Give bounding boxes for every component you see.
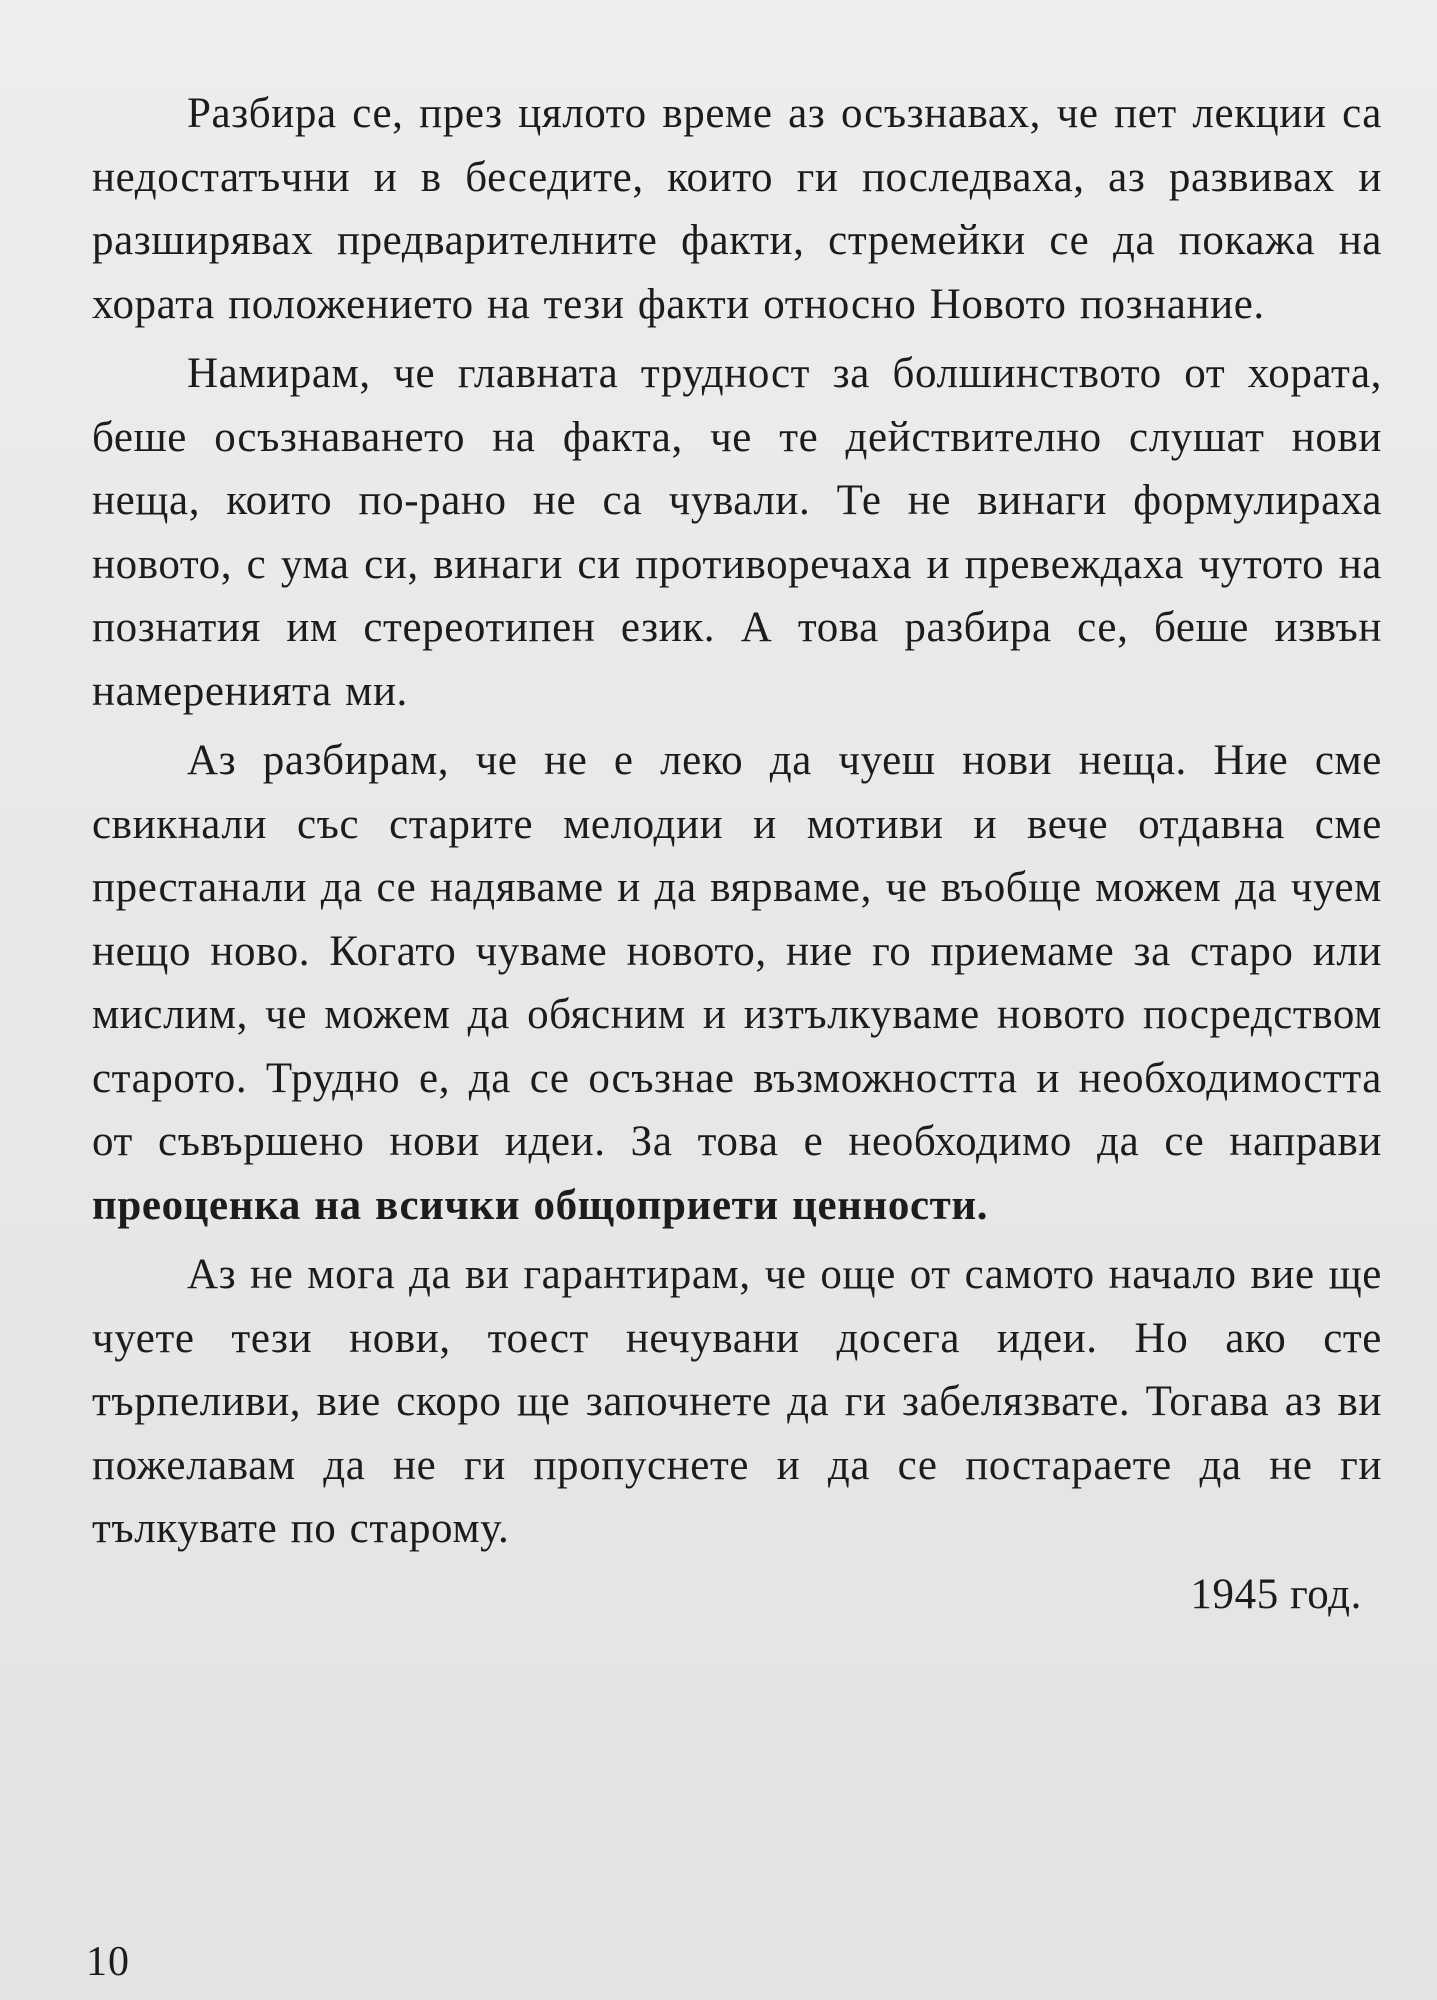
- paragraph-3-emphasis: преоценка на всички общоприети ценности.: [92, 1181, 989, 1229]
- paragraph-2: [92, 342, 1382, 723]
- paragraph-3: [92, 729, 1382, 1237]
- paragraph-4: [92, 1243, 1382, 1561]
- paragraph-3-text: Аз разбирам, че не е леко да чуеш нови неща. Ние сме свикнали със старите мелодии и мотиви и вече отдавна сме престанали да се надяваме и да вярваме, че въобще можем да чуем нещо ново. Когато чуваме новото, ние го приемаме за старо или мислим, че можем да обясним и изтълкуваме новото посредством старото. Трудно е, да се осъзнае възможността и необходимостта от съвършено нови идеи. За това е необходимо да се направи: [92, 737, 1382, 1165]
- paragraph-4-text: Аз не мога да ви гарантирам, че още от самото начало вие ще чуете тези нови, тоест нечувани досега идеи. Но ако сте търпеливи, вие скоро ще започнете да ги забелязвате. Тогава аз ви пожелавам да не ги пропуснете и да се постараете да не ги тълкувате по старому.: [92, 1251, 1382, 1552]
- paragraph-1: [92, 82, 1382, 336]
- page-number: 10: [86, 1939, 130, 1985]
- paragraph-2-text: Намирам, че главната трудност за болшинството от хората, беше осъзнаването на факта, че те действително слушат нови неща, които по-рано не са чували. Те не винаги формулираха новото, с ума си, винаги си противоречаха и превеждаха чутото на познатия им стереотипен език. А това разбира се, беше извън намеренията ми.: [92, 350, 1382, 715]
- book-page: [92, 82, 1382, 1862]
- date-signature: 1945 год.: [1190, 1570, 1362, 1618]
- paragraph-1-text: Разбира се, през цялото време аз осъзнавах, че пет лекции са недостатъчни и в беседите, които ги последваха, аз развивах и разширявах предварителните факти, стремейки се да покажа на хората положението на тези факти относно Новото познание.: [92, 90, 1382, 328]
